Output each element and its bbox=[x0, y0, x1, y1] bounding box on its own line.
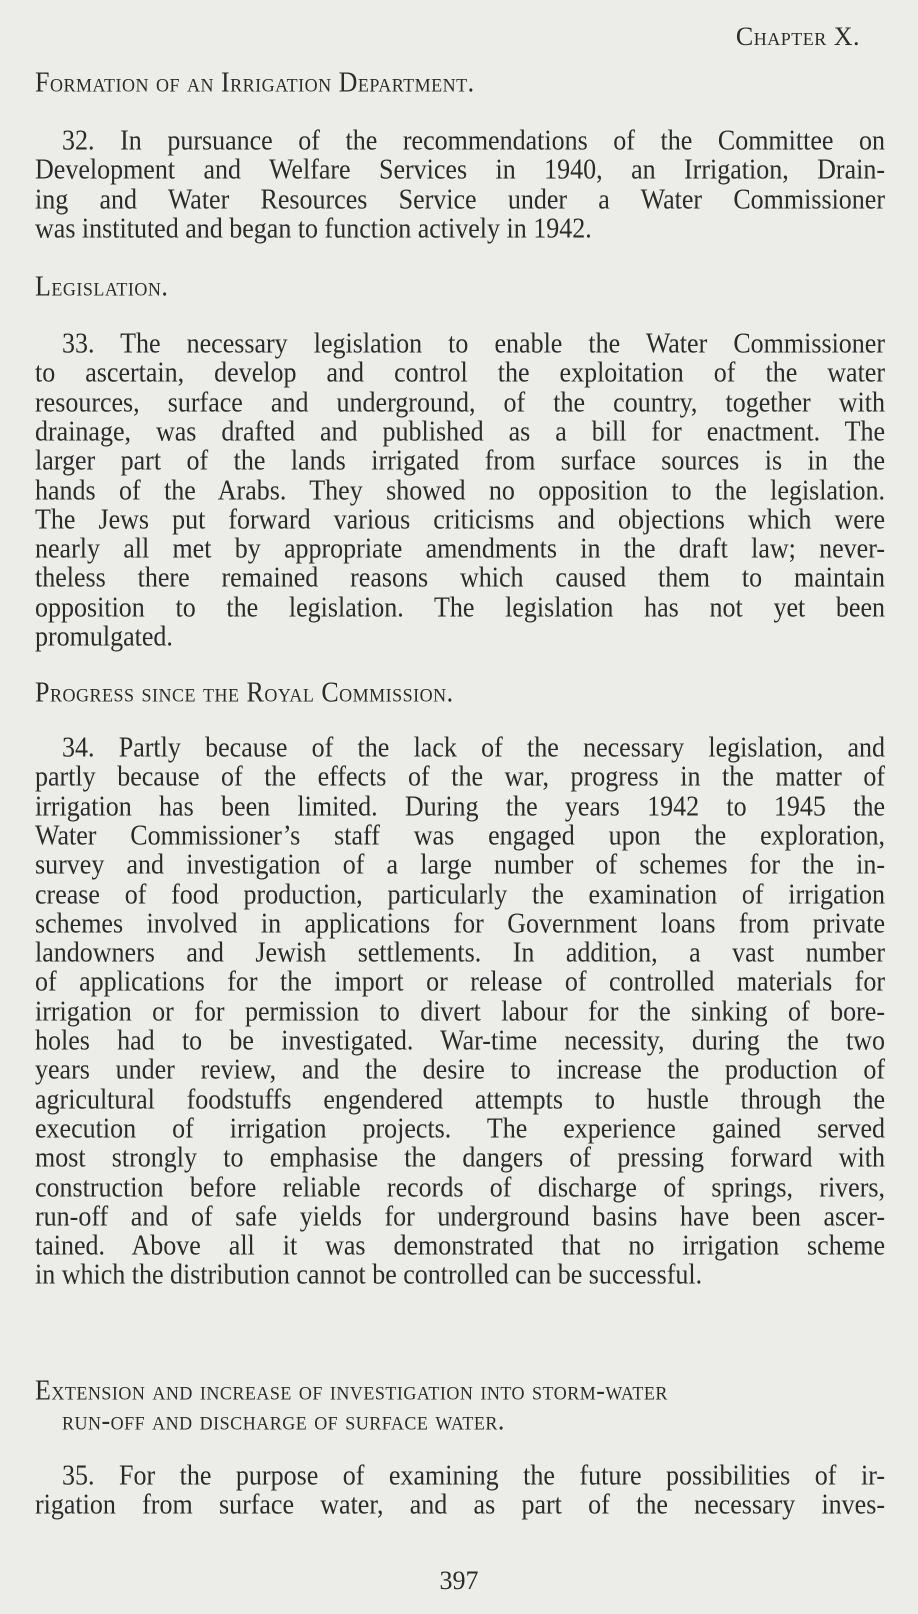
text-line: run-off and of safe yields for underground basins have been ascer- bbox=[35, 1200, 885, 1232]
text-line: 35. For the purpose of examining the future possibilities of ir- bbox=[62, 1459, 885, 1492]
text-line: resources, surface and underground, of the country, together with bbox=[35, 386, 885, 418]
text-line: partly because of the effects of the war, progress in the matter of bbox=[35, 761, 885, 793]
text-line: crease of food production, particularly the examination of irrigation bbox=[35, 878, 885, 910]
text-line: Progress since the Royal Commission. bbox=[35, 676, 454, 709]
text-line: most strongly to emphasise the dangers of pressing forward with bbox=[35, 1141, 885, 1174]
text-line: The Jews put forward various criticisms and objections which were bbox=[35, 503, 885, 535]
text-line: tained. Above all it was demonstrated that no irrigation scheme bbox=[35, 1229, 885, 1262]
text-line: 32. In pursuance of the recommendations of the Committee on bbox=[62, 124, 885, 157]
text-line: was instituted and began to function actively in 1942. bbox=[35, 212, 592, 245]
text-line: years under review, and the desire to increase the production of bbox=[35, 1054, 885, 1086]
text-line: irrigation or for permission to divert labour for the sinking of bore- bbox=[35, 995, 885, 1027]
text-line: promulgated. bbox=[35, 620, 173, 653]
text-line: survey and investigation of a large number of schemes for the in- bbox=[35, 848, 885, 881]
text-line: Formation of an Irrigation Department. bbox=[35, 66, 475, 99]
text-line: Extension and increase of investigation into storm-water bbox=[35, 1374, 668, 1407]
text-line: theless there remained reasons which caused them to maintain bbox=[35, 562, 885, 594]
text-line: drainage, was drafted and published as a bill for enactment. The bbox=[35, 415, 885, 448]
text-line: irrigation has been limited. During the years 1942 to 1945 the bbox=[35, 790, 885, 822]
text-line: 34. Partly because of the lack of the necessary legislation, and bbox=[62, 731, 885, 764]
text-line: nearly all met by appropriate amendments in the draft law; never- bbox=[35, 532, 885, 565]
text-line: landowners and Jewish settlements. In addition, a vast number bbox=[35, 936, 885, 969]
text-line: Legislation. bbox=[35, 270, 169, 303]
text-line: hands of the Arabs. They showed no opposition to the legislation. bbox=[35, 474, 885, 506]
text-line: opposition to the legislation. The legislation has not yet been bbox=[35, 591, 885, 623]
text-line: rigation from surface water, and as part of the necessary inves- bbox=[35, 1489, 885, 1521]
text-line: holes had to be investigated. War-time necessity, during the two bbox=[35, 1024, 885, 1057]
text-line: schemes involved in applications for Government loans from private bbox=[35, 907, 885, 939]
text-line: 33. The necessary legislation to enable the Water Commissioner bbox=[62, 327, 885, 360]
text-line: run-off and discharge of surface water. bbox=[62, 1404, 505, 1437]
text-line: Water Commissioner’s staff was engaged upon the exploration, bbox=[35, 819, 885, 852]
text-line: ing and Water Resources Service under a Water Commissioner bbox=[35, 183, 885, 215]
text-line: of applications for the import or release of controlled materials for bbox=[35, 966, 885, 998]
text-line: agricultural foodstuffs engendered attempts to hustle through the bbox=[35, 1083, 885, 1115]
page-number: 397 bbox=[439, 1566, 479, 1595]
text-line: larger part of the lands irrigated from surface sources is in the bbox=[35, 444, 885, 477]
text-line: in which the distribution cannot be controlled can be successful. bbox=[35, 1259, 703, 1291]
text-line: Development and Welfare Services in 1940, an Irrigation, Drain- bbox=[35, 154, 885, 186]
text-line: construction before reliable records of discharge of springs, rivers, bbox=[35, 1171, 885, 1203]
chapter-header: Chapter X. bbox=[735, 22, 860, 51]
text-line: execution of irrigation projects. The experience gained served bbox=[35, 1112, 885, 1145]
text-line: to ascertain, develop and control the exploitation of the water bbox=[35, 357, 885, 389]
